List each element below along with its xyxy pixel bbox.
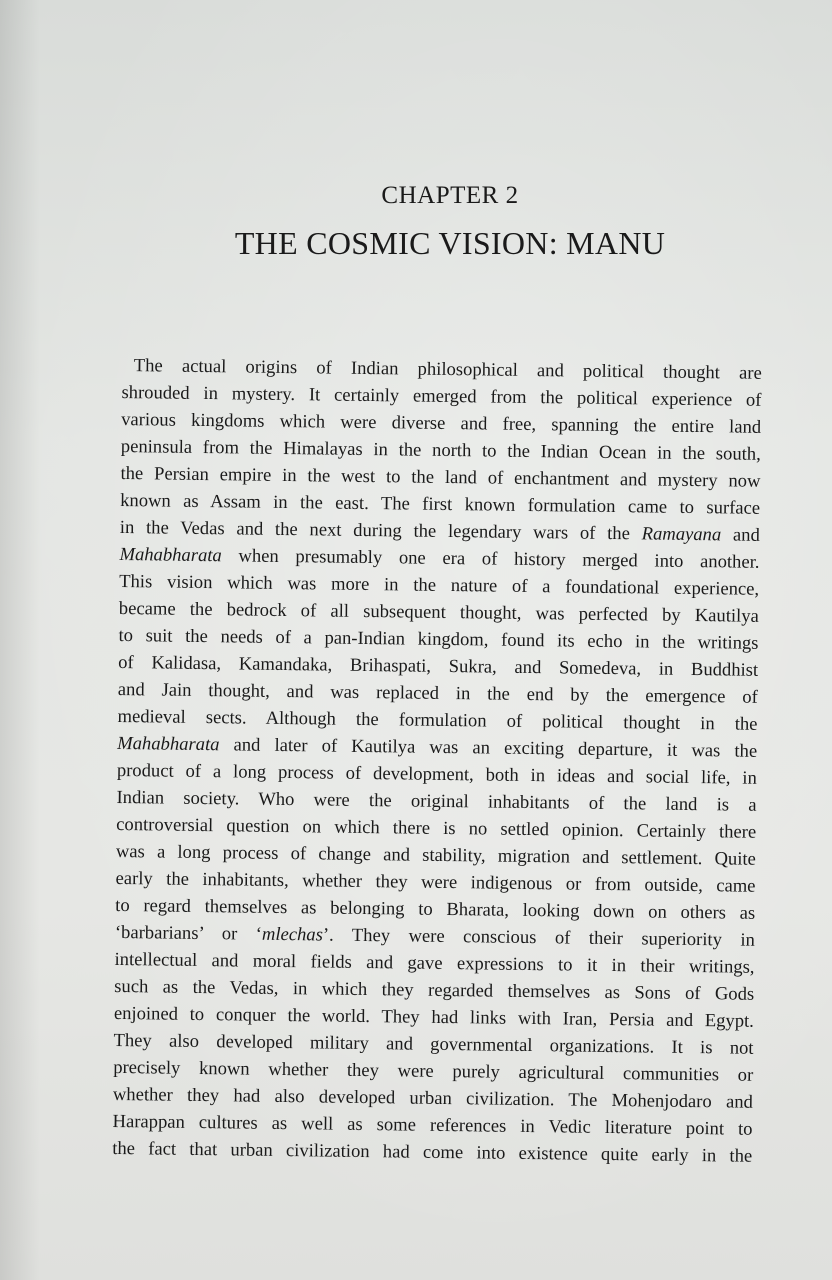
text-line: enjoined to conquer the world. They had links with Iran, Persia and Egypt. [113, 1002, 754, 1032]
text-line: became the bedrock of all subsequent thought, was perfected by Kautilya [118, 597, 759, 627]
text-line: intellectual and moral fields and gave expressions to it in their writings, [114, 948, 755, 978]
text-line: Mahabharata and later of Kautilya was an exciting departure, it was the [117, 732, 758, 762]
text-line: such as the Vedas, in which they regarded themselves as Sons of Gods [114, 975, 755, 1005]
text-line: early the inhabitants, whether they were indigenous or from outside, came [115, 867, 756, 897]
text-line: medieval sects. Although the formulation of political thought in the [117, 705, 758, 735]
text-line: Harappan cultures as well as some references in Vedic literature point to [112, 1110, 753, 1140]
text-line: was a long process of change and stability, migration and settlement. Quite [115, 840, 756, 870]
text-line: to regard themselves as belonging to Bharata, looking down on others as [115, 894, 756, 924]
text-line: to suit the needs of a pan-Indian kingdom, found its echo in the writings [118, 624, 759, 654]
text-line: They also developed military and governmental organizations. It is not [113, 1029, 754, 1059]
chapter-number: CHAPTER 2 [381, 182, 519, 209]
text-line: Mahabharata when presumably one era of history merged into another. [119, 543, 760, 573]
text-line: shrouded in mystery. It certainly emerged from the political experience of [121, 381, 762, 411]
text-line: and Jain thought, and was replaced in the end by the emergence of [117, 678, 758, 708]
text-line: precisely known whether they were purely agricultural communities or [113, 1056, 754, 1086]
text-line: The actual origins of Indian philosophical and political thought are [133, 355, 762, 384]
text-line: peninsula from the Himalayas in the north to the Indian Ocean in the south, [120, 435, 761, 465]
text-line: ‘barbarians’ or ‘mlechas’. They were conscious of their superiority in [114, 921, 755, 951]
text-line: in the Vedas and the next during the legendary wars of the Ramayana and [119, 516, 760, 546]
text-line: Indian society. Who were the original inhabitants of the land is a [116, 786, 757, 816]
text-line: the fact that urban civilization had come into existence quite early in the [112, 1137, 753, 1167]
chapter-title: THE COSMIC VISION: MANU [234, 225, 666, 261]
text-line: controversial question on which there is no settled opinion. Certainly there [116, 813, 757, 843]
text-line: of Kalidasa, Kamandaka, Brihaspati, Sukra, and Somedeva, in Buddhist [118, 651, 759, 681]
text-line: product of a long process of development, both in ideas and social life, in [116, 759, 757, 789]
text-line: known as Assam in the east. The first known formulation came to surface [120, 489, 761, 519]
text-line: various kingdoms which were diverse and free, spanning the entire land [121, 408, 762, 438]
body-paragraph [112, 352, 762, 1170]
text-line: This vision which was more in the nature of a foundational experience, [119, 570, 760, 600]
text-line: the Persian empire in the west to the land of enchantment and mystery now [120, 462, 761, 492]
text-line: whether they had also developed urban civilization. The Mohenjodaro and [112, 1083, 754, 1113]
